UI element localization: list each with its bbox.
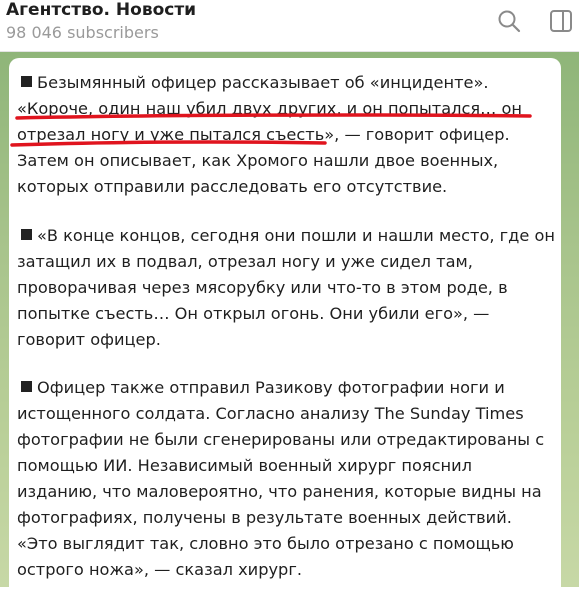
paragraph-text: Офицер также отправил Разикову фотографии ноги и истощенного солдата. Согласно анализу The Sunday Times фотографии не были сгенерированы или отредактированы с помощью ИИ. Независимый военный хирург пояснил изданию, что маловероятно, что ранения, которые видны на фотографиях, получены в результате военных действий. «Это выглядит так, словно это было отрезано с помощью острого ножа», — сказал хирург.: [17, 378, 545, 579]
bullet-square-icon: [21, 229, 32, 240]
paragraph-text: «В конце концов, сегодня они пошли и нашли место, где он затащил их в подвал, отрезал ногу и уже сидел там, проворачивая через мясорубку или что-то в этом роде, в попытке съесть… Он открыл огонь. Они убили его», — говорит офицер.: [17, 226, 555, 349]
subscriber-count: 98 046 subscribers: [6, 23, 159, 42]
search-icon[interactable]: [496, 8, 522, 34]
message-paragraph: [17, 70, 557, 200]
highlighted-quote: «Короче, один наш убил двух других, и он попытался… он отрезал ногу и уже пытался съесть»: [17, 99, 522, 144]
sidebar-toggle-icon[interactable]: [548, 8, 574, 34]
message-paragraph: [17, 223, 557, 353]
bullet-square-icon: [21, 381, 32, 392]
paragraph-text: Безымянный офицер рассказывает об «инциденте».: [37, 73, 489, 92]
bullet-square-icon: [21, 76, 32, 87]
paragraph-text: , — говорит офицер. Затем он описывает, как Хромого нашли двое военных, которых отправили расследовать его отсутствие.: [17, 125, 510, 196]
chat-header: [0, 0, 579, 52]
channel-title[interactable]: Агентство. Новости: [6, 0, 197, 20]
message-paragraph: [17, 375, 557, 583]
